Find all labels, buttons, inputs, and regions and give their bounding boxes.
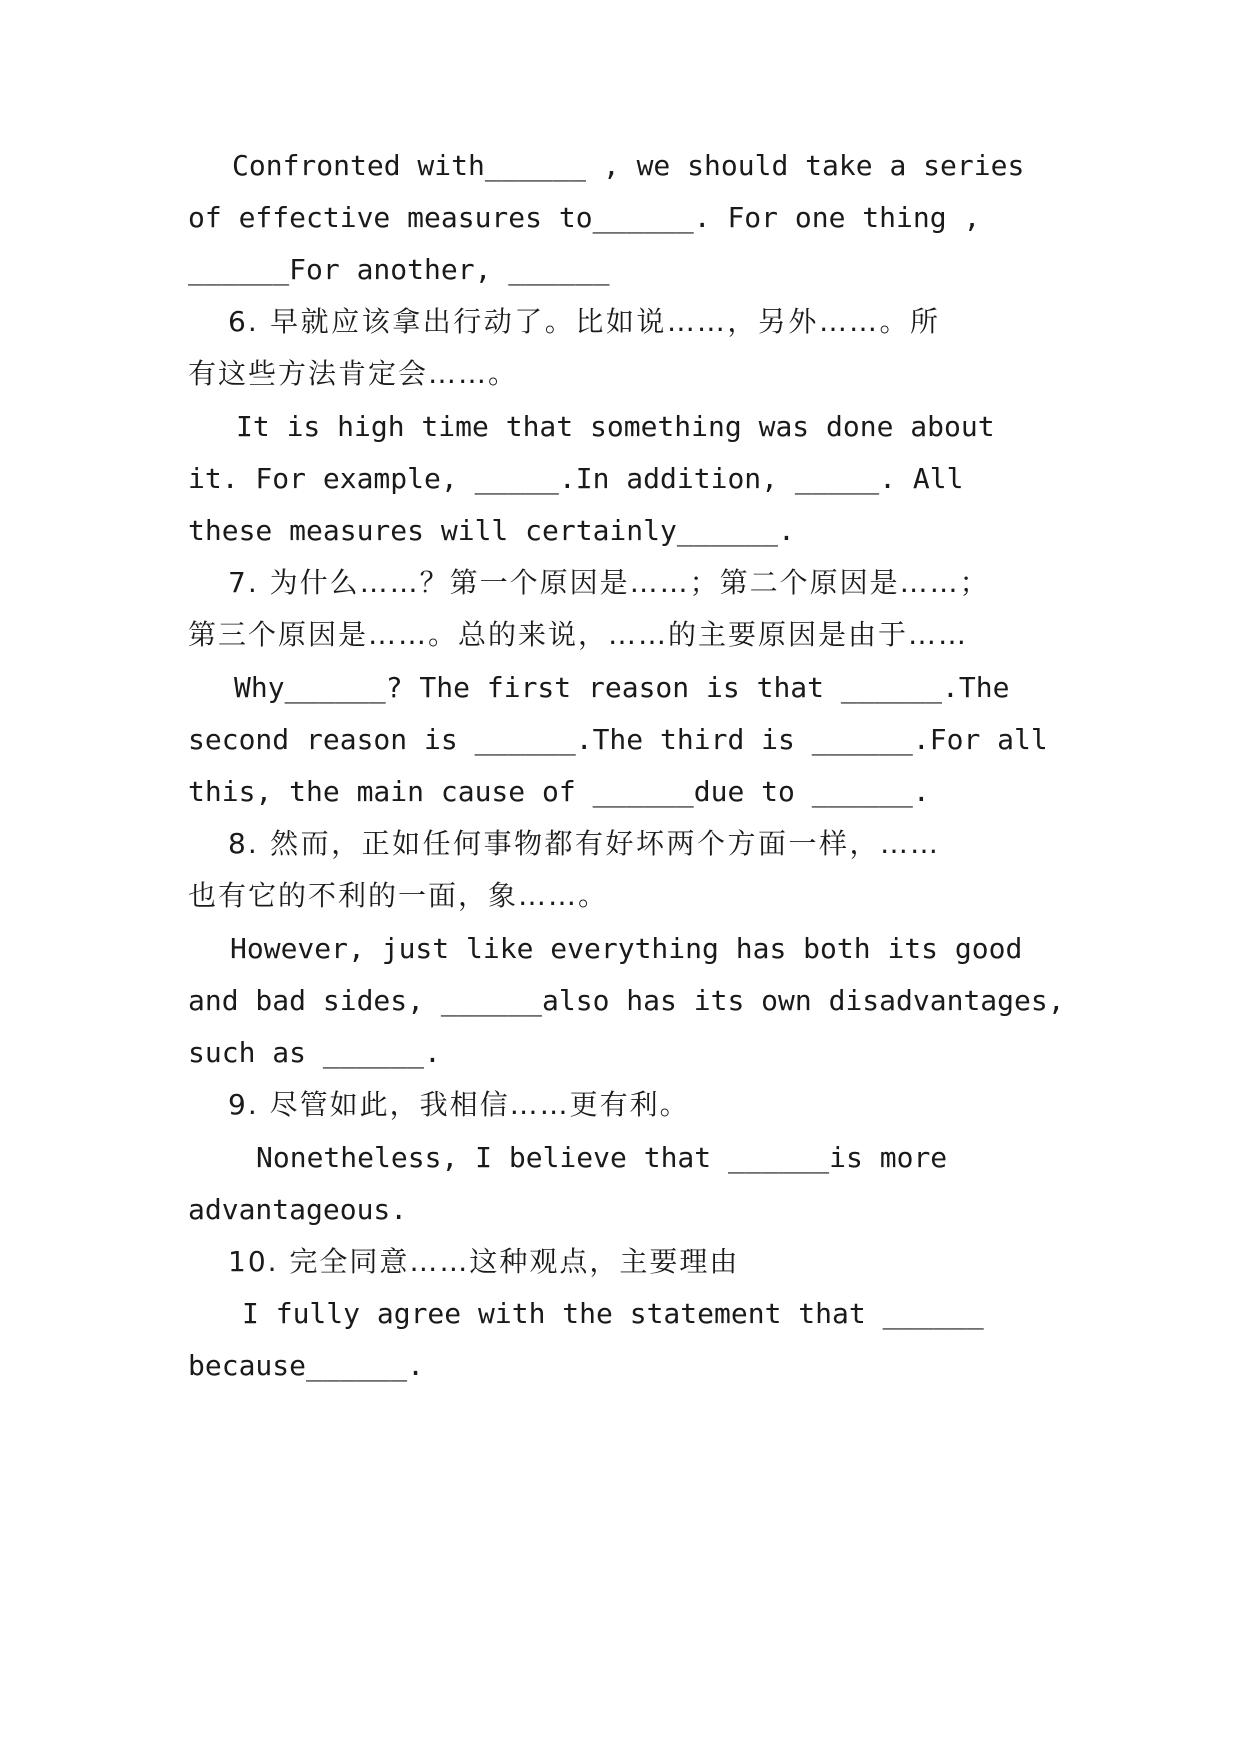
item-6-heading-line: 6. 早就应该拿出行动了。比如说……，另外……。所	[228, 305, 940, 338]
paragraph-line: these measures will certainly______.	[188, 514, 795, 547]
paragraph-line: Why______? The first reason is that ______.The	[234, 671, 1010, 704]
paragraph-line: However, just like everything has both its good	[230, 932, 1023, 965]
item-8-heading-line: 8. 然而，正如任何事物都有好坏两个方面一样，……	[228, 827, 940, 860]
paragraph-line: and bad sides, ______also has its own disadvantages,	[188, 984, 1065, 1017]
paragraph-line: such as ______.	[188, 1036, 441, 1069]
item-6-heading-line: 有这些方法肯定会……。	[188, 357, 519, 390]
paragraph-line: It is high time that something was done about	[236, 410, 995, 443]
item-8-heading-line: 也有它的不利的一面，象……。	[188, 879, 609, 912]
item-9-heading-line: 9. 尽管如此，我相信……更有利。	[228, 1088, 690, 1121]
paragraph-line: advantageous.	[188, 1193, 408, 1226]
item-7-heading-line: 7. 为什么……？第一个原因是……；第二个原因是……；	[228, 566, 990, 599]
paragraph-line: Confronted with______ , we should take a series	[232, 149, 1025, 182]
paragraph-line: second reason is ______.The third is ______.For all	[188, 723, 1048, 756]
paragraph-line: ______For another, ______	[188, 253, 610, 286]
paragraph-line: because______.	[188, 1349, 425, 1382]
item-10-heading-line: 10. 完全同意……这种观点，主要理由	[228, 1245, 740, 1278]
paragraph-line: I fully agree with the statement that ______	[242, 1297, 984, 1330]
item-7-heading-line: 第三个原因是……。总的来说，……的主要原因是由于……	[188, 618, 969, 651]
paragraph-line: Nonetheless, I believe that ______is more	[256, 1141, 948, 1174]
paragraph-line: this, the main cause of ______due to ______.	[188, 775, 930, 808]
paragraph-line: of effective measures to______. For one thing ,	[188, 201, 981, 234]
paragraph-line: it. For example, _____.In addition, _____. All	[188, 462, 964, 495]
